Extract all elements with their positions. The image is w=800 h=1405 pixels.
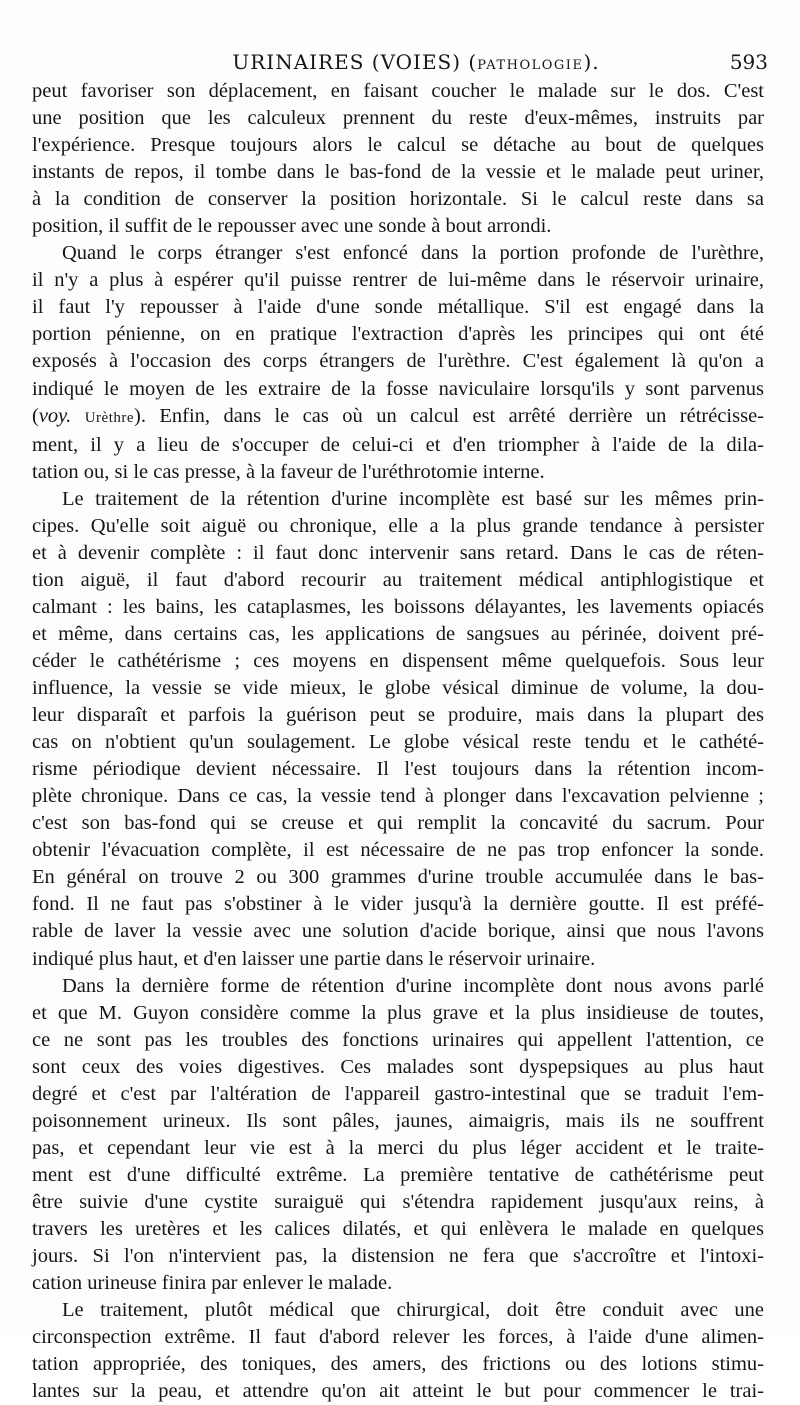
- text-line: Dans la dernière forme de rétention d'urine incomplète dont nous avons parlé: [62, 974, 764, 997]
- text-line: poisonnement urineux. Ils sont pâles, jaunes, aimaigris, mais ils ne souffrent: [32, 1109, 764, 1132]
- text-line: pas, et cependant leur vie est à la merci du plus léger accident et le traite-: [32, 1136, 764, 1159]
- text-line: ment, il y a lieu de s'occuper de celui-ci et d'en triompher à l'aide de la dila-: [32, 433, 764, 456]
- text-line: cation urineuse finira par enlever le malade.: [32, 1272, 393, 1295]
- text-line: ce ne sont pas les troubles des fonctions urinaires qui appellent l'attention, ce: [32, 1028, 764, 1051]
- text-line: l'expérience. Presque toujours alors le calcul se détache au bout de quelques: [32, 134, 764, 157]
- text-line: ment est d'une difficulté extrême. La première tentative de cathétérisme peut: [32, 1163, 764, 1186]
- text-line: et même, dans certains cas, les applications de sangsues au périnée, doivent pré-: [32, 622, 764, 645]
- text-line: indiqué le moyen de les extraire de la fosse naviculaire lorsqu'ils y sont parvenus: [32, 377, 764, 400]
- text-line: tation appropriée, des toniques, des amers, des frictions ou des lotions stimu-: [32, 1353, 764, 1376]
- text-line: leur disparaît et parfois la guérison peut se produire, mais dans la plupart des: [32, 704, 764, 727]
- text-line: [32, 403, 764, 432]
- text-line: circonspection extrême. Il faut d'abord relever les forces, à l'aide d'une alimen-: [32, 1326, 764, 1349]
- cross-reference: Urèthre: [84, 409, 135, 426]
- text-line: rable de laver la vessie avec une solution d'acide borique, ainsi que nous l'avons: [32, 920, 764, 943]
- text-line: Quand le corps étranger s'est enfoncé dans la portion profonde de l'urèthre,: [62, 242, 764, 265]
- text-line: position, il suffit de le repousser avec une sonde à bout arrondi.: [32, 215, 552, 238]
- text-line: risme périodique devient nécessaire. Il l'est toujours dans la rétention incom-: [32, 758, 764, 781]
- text-line: travers les uretères et les calices dilatés, et qui enlèvera le malade en quelques: [32, 1217, 764, 1240]
- text-line: c'est son bas-fond qui se creuse et qui remplit la concavité du sacrum. Pour: [32, 812, 764, 835]
- text-line: fond. Il ne faut pas s'obstiner à le vider jusqu'à la dernière goutte. Il est préfé-: [32, 893, 764, 916]
- text-line: calmant : les bains, les cataplasmes, les boissons délayantes, les lavements opiacés: [32, 595, 764, 618]
- text-line: il faut l'y repousser à l'aide d'une sonde métallique. S'il est engagé dans la: [32, 296, 764, 319]
- text-line: peut favoriser son déplacement, en faisant coucher le malade sur le dos. C'est: [32, 80, 764, 102]
- text-line: et que M. Guyon considère comme la plus grave et la plus insidieuse de toutes,: [32, 1001, 764, 1024]
- text-line: et à devenir complète : il faut donc intervenir sans retard. Dans le cas de réten-: [32, 541, 764, 564]
- text-line: sont ceux des voies digestives. Ces malades sont dyspepsiques au plus haut: [32, 1055, 764, 1078]
- text-line: cas on n'obtient qu'un soulagement. Le globe vésical reste tendu et le cathété-: [32, 731, 764, 754]
- text-line: à la condition de conserver la position horizontale. Si le calcul reste dans sa: [32, 188, 764, 211]
- text-line: cipes. Qu'elle soit aiguë ou chronique, elle a la plus grande tendance à persister: [32, 514, 764, 537]
- text-line: tion aiguë, il faut d'abord recourir au traitement médical antiphlogistique et: [32, 568, 764, 591]
- text-line: En général on trouve 2 ou 300 grammes d'urine trouble accumulée dans le bas-: [32, 866, 764, 889]
- text-line: obtenir l'évacuation complète, il est nécessaire de ne pas trop enfoncer la sonde.: [32, 839, 764, 862]
- text-line: degré et c'est par l'altération de l'appareil gastro-intestinal que se traduit l'em-: [32, 1082, 764, 1105]
- page-number: 593: [729, 50, 768, 74]
- running-title-close: ).: [583, 50, 600, 74]
- body-text: [32, 78, 764, 1405]
- text-line: plète chronique. Dans ce cas, la vessie tend à plonger dans l'excavation pelvienne ;: [32, 785, 764, 808]
- text-line: une position que les calculeux prennent du reste d'eux-mêmes, instruits par: [32, 107, 764, 130]
- text-line: il n'y a plus à espérer qu'il puisse rentrer de lui-même dans le réservoir urinaire,: [32, 269, 764, 292]
- text-line: indiqué plus haut, et d'en laisser une partie dans le réservoir urinaire.: [32, 947, 596, 970]
- text-line: Le traitement de la rétention d'urine incomplète est basé sur les mêmes prin-: [62, 487, 764, 510]
- text-fragment: (: [32, 404, 39, 427]
- text-line: tation ou, si le cas presse, à la faveur de l'uréthrotomie interne.: [32, 460, 545, 483]
- see-reference: voy.: [38, 404, 72, 427]
- text-line: céder le cathétérisme ; ces moyens en dispensent même quelquefois. Sous leur: [32, 649, 764, 672]
- text-line: portion pénienne, on en pratique l'extraction d'après les principes qui ont été: [32, 323, 764, 346]
- text-line: lantes sur la peau, et attendre qu'on ait atteint le but pour commencer le trai-: [32, 1380, 764, 1403]
- text-fragment: ). Enfin, dans le cas où un calcul est arrêté derrière un rétrécisse-: [134, 404, 765, 427]
- text-line: être suivie d'une cystite suraiguë qui s'étendra rapidement jusqu'aux reins, à: [32, 1190, 764, 1213]
- text-line: instants de repos, il tombe dans le bas-fond de la vessie et le malade peut uriner,: [32, 161, 764, 184]
- text-line: influence, la vessie se vide mieux, le globe vésical diminue de volume, la dou-: [32, 677, 764, 700]
- text-line: jours. Si l'on n'intervient pas, la distension ne fera que s'accroître et l'intoxi-: [32, 1245, 764, 1268]
- running-title-subject: PATHOLOGIE: [477, 58, 584, 73]
- running-title: [64, 50, 768, 74]
- text-line: Le traitement, plutôt médical que chirurgical, doit être conduit avec une: [62, 1299, 764, 1322]
- text-line: exposés à l'occasion des corps étrangers de l'urèthre. C'est également là qu'on a: [32, 350, 764, 373]
- running-title-main: URINAIRES (VOIES) (: [232, 50, 478, 74]
